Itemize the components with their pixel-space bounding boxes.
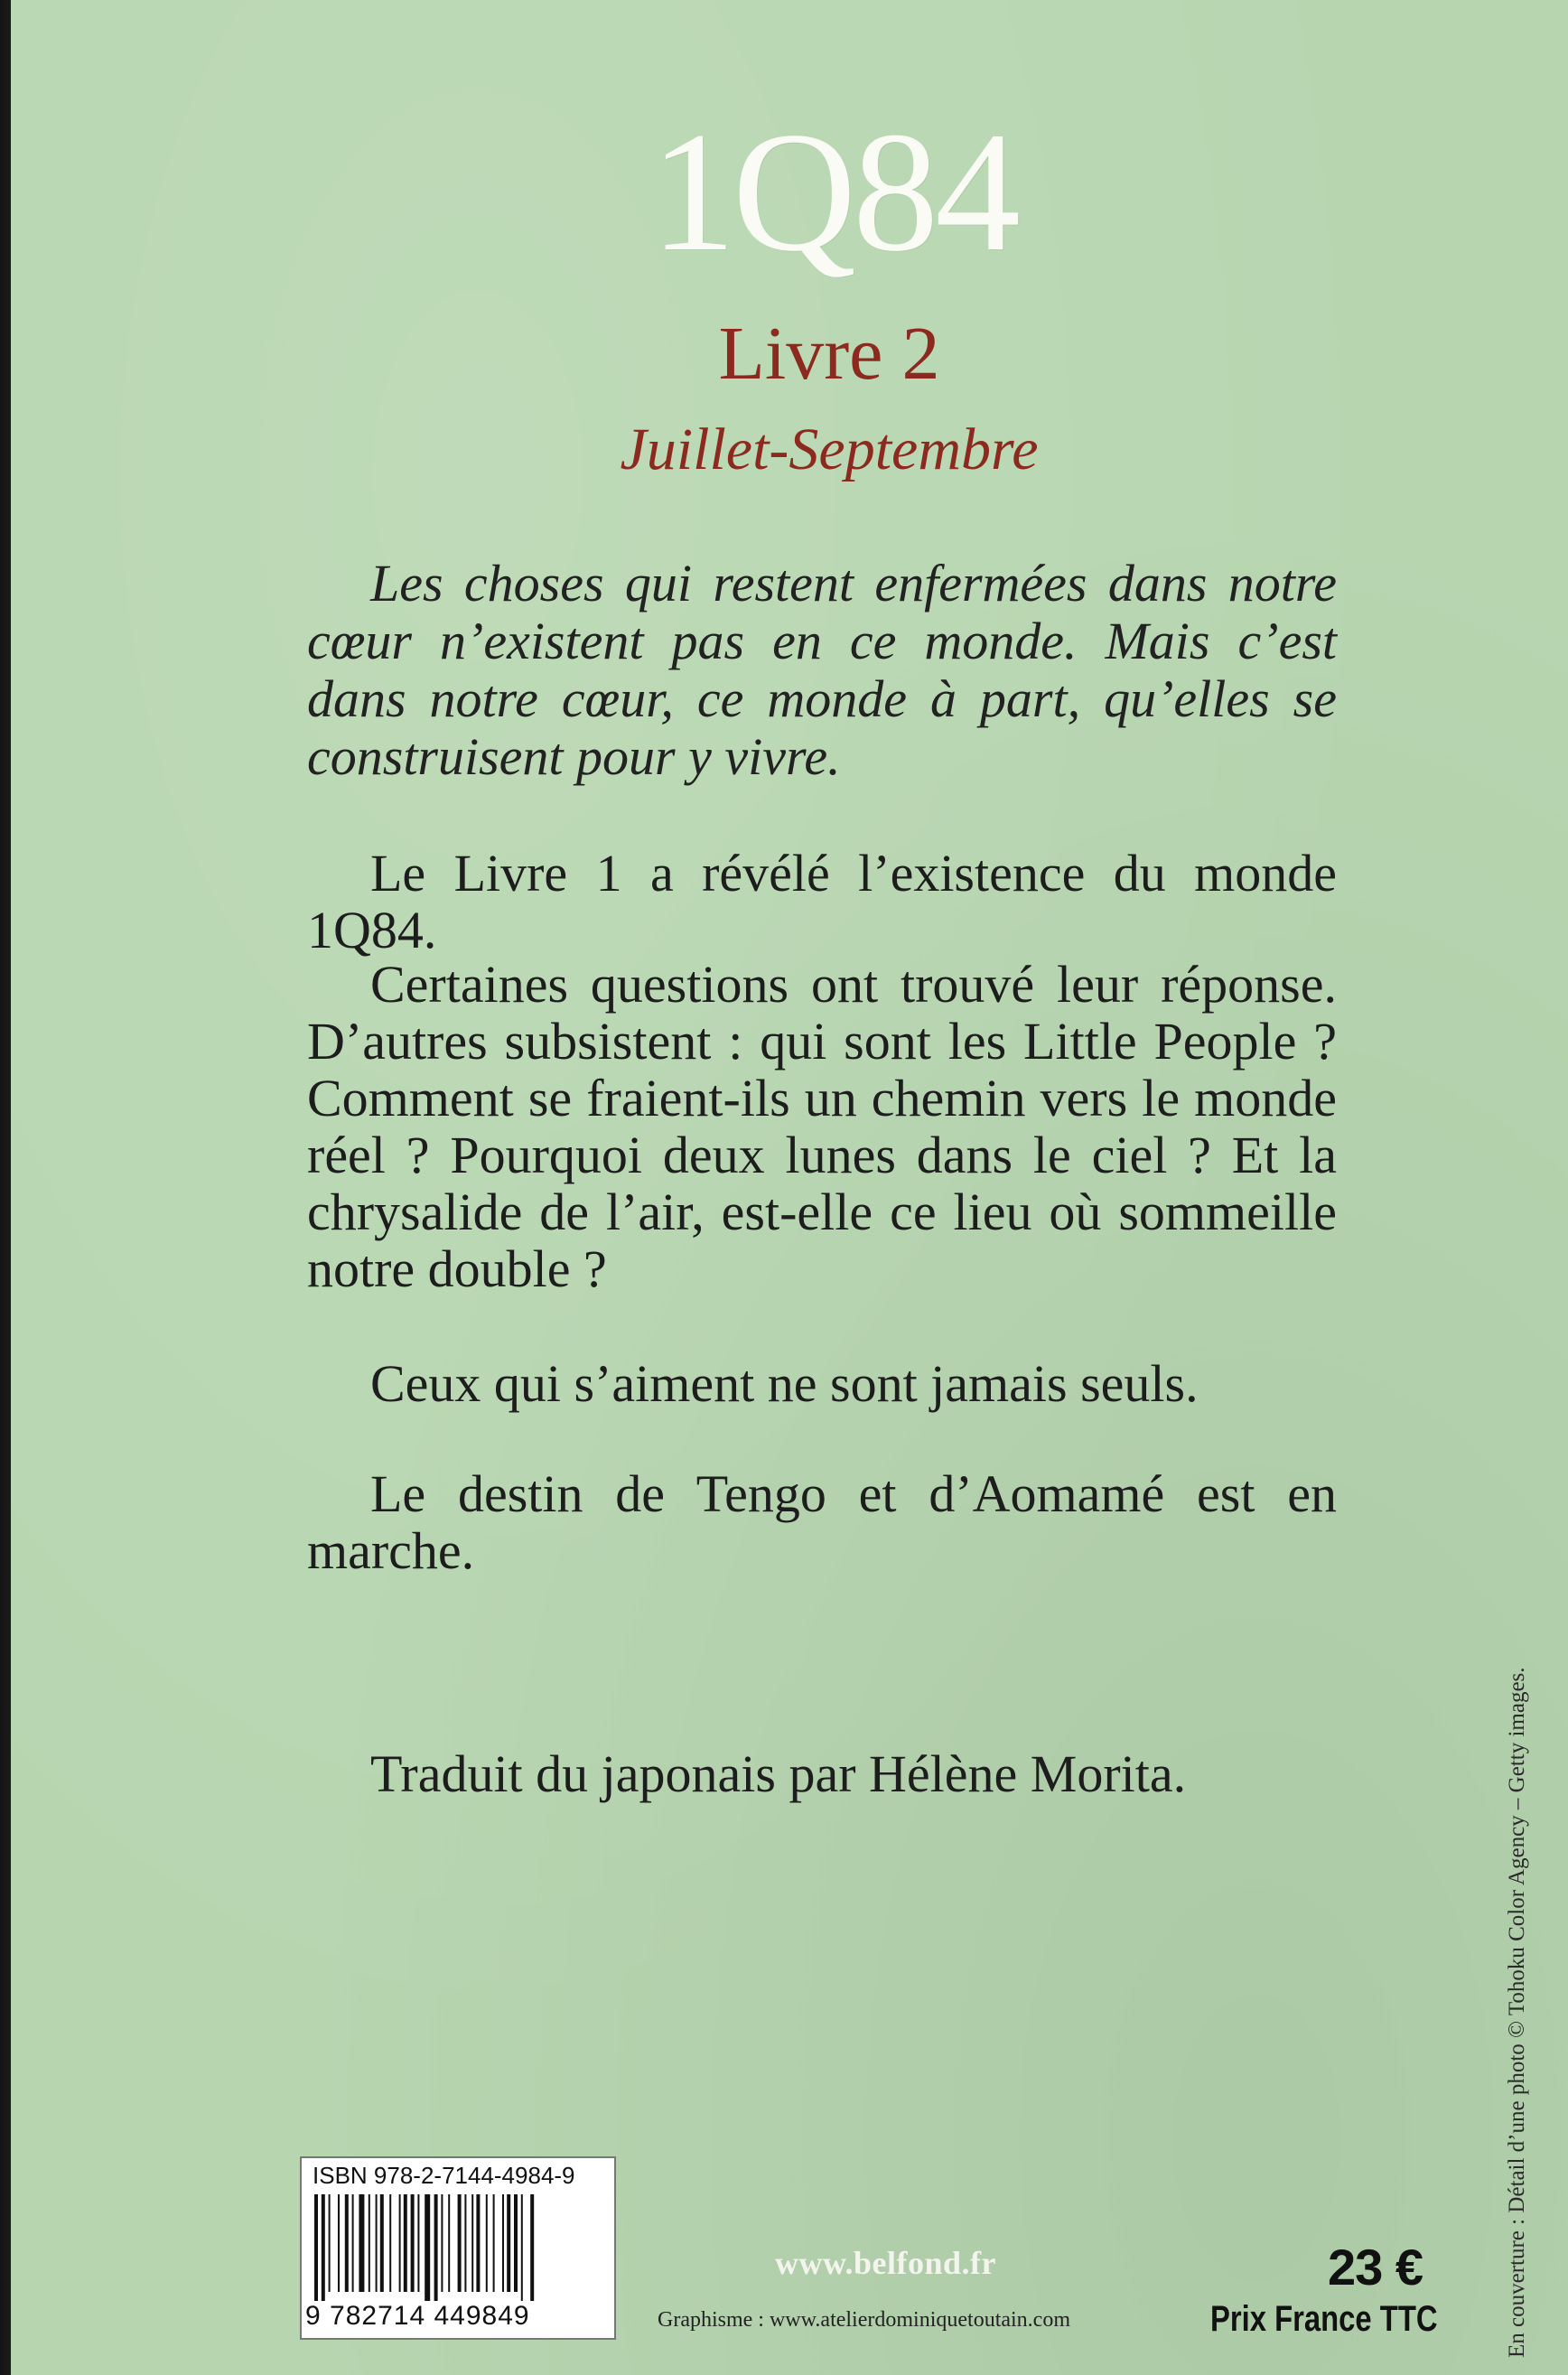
price-amount: 23 € xyxy=(1328,2239,1423,2296)
epigraph-quote: Les choses qui restent enfermées dans notre cœur n’existent pas en ce monde. Mais c’est dans notre cœur, ce monde à part, qu’elles se construisent pour y vivre. xyxy=(307,554,1337,786)
barcode-block xyxy=(300,2156,616,2340)
design-credit: Graphisme : www.atelierdominiquetoutain.com xyxy=(658,2308,1070,2332)
translator-credit: Traduit du japonais par Hélène Morita. xyxy=(370,1744,1187,1803)
barcode-icon xyxy=(313,2194,603,2301)
period-subtitle: Juillet-Septembre xyxy=(620,416,1039,482)
blurb-paragraph-4: Le destin de Tengo et d’Aomamé est en marche. xyxy=(307,1464,1337,1580)
publisher-website[interactable]: www.belfond.fr xyxy=(775,2245,997,2281)
barcode-digits: 9 782714 449849 xyxy=(305,2301,530,2331)
blurb-paragraph-1: Le Livre 1 a révélé l’existence du monde 1Q84. xyxy=(307,844,1337,959)
isbn-label: ISBN 978-2-7144-4984-9 xyxy=(313,2162,575,2189)
cover-photo-credit: En couverture : Détail d’une photo © Tohoku Color Agency – Getty images. xyxy=(1505,1667,1529,2358)
blurb-paragraph-2: Certaines questions ont trouvé leur réponse. D’autres subsistent : qui sont les Little People ? Comment se fraient-ils un chemin vers le monde réel ? Pourquoi deux lunes dans le ciel ? Et la chrysalide de l’air, est-elle ce lieu où sommeille notre double ? xyxy=(307,955,1337,1298)
book-title: 1Q84 xyxy=(649,98,1018,287)
blurb-paragraph-3: Ceux qui s’aiment ne sont jamais seuls. xyxy=(370,1354,1199,1413)
price-label: Prix France TTC xyxy=(1210,2299,1438,2339)
volume-label: Livre 2 xyxy=(718,312,940,396)
